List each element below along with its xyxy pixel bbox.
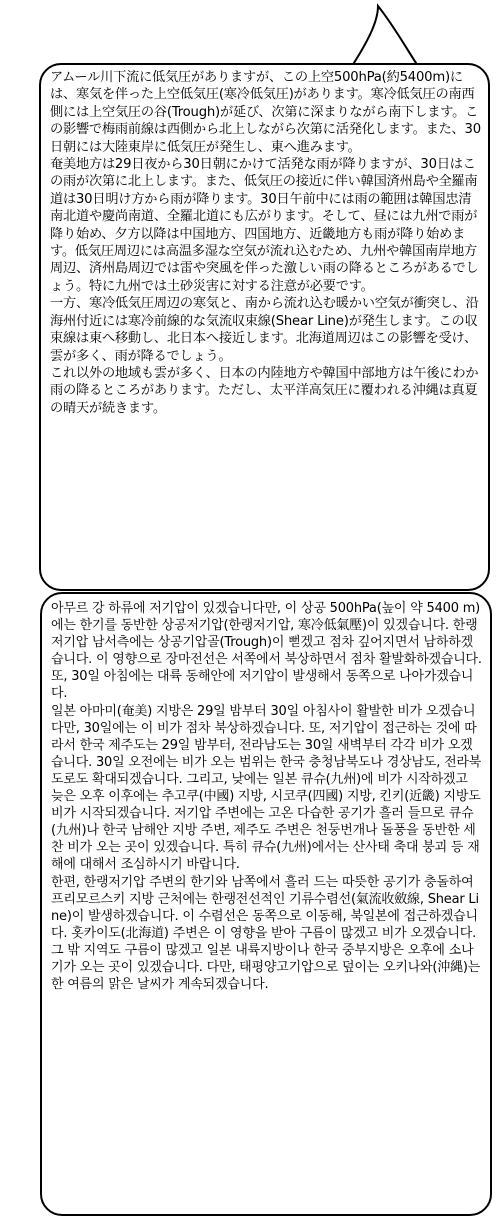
korean-paragraph-3: 한편, 한랭저기압 주변의 한기와 남쪽에서 흘러 드는 따뜻한 공기가 충돌하여 프리모르스키 지방 근처에는 한랭전선적인 기류수렴선(氣流收斂線, Shear Line)이 발생하겠습니다. 이 수렴선은 동쪽으로 이동해, 북일본에 접근하겠습니다. 홋카이도(北海道) 주변은 이 영향을 받아 구름이 많겠고 비가 오겠습니다. — [51, 874, 479, 941]
korean-forecast-text — [51, 600, 483, 993]
korean-paragraph-4: 그 밖 지역도 구름이 많겠고 일본 내륙지방이나 한국 중부지방은 오후에 소나기가 오는 곳이 있겠습니다. 다만, 태평양고기압으로 덮이는 오키나와(沖縄)는 한 여름의 맑은 날씨가 계속되겠습니다. — [51, 942, 481, 993]
japanese-forecast-text — [50, 69, 482, 417]
japanese-paragraph-2: 奄美地方は29日夜から30日朝にかけて活発な雨が降りますが、30日はこの雨が次第に北上します。また、低気圧の接近に伴い韓国済州島や全羅南道は30日明け方から雨が降ります。30日午前中には雨の範囲は韓国忠清南北道や慶尚南道、全羅北道にも広がります。そして、昼には九州で雨が降り始め、夕方以降は中国地方、四国地方、近畿地方も雨が降り始めます。低気圧周辺には高温多湿な空気が流れ込むため、九州や韓国南岸地方周辺、済州島周辺では雷や突風を伴った激しい雨の降るところがあるでしょう。特に九州では土砂災害に対する注意が必要です。 — [50, 157, 479, 294]
korean-paragraph-1: 아무르 강 하류에 저기압이 있겠습니다만, 이 상공 500hPa(높이 약 5400 m)에는 한기를 동반한 상공저기압(한랭저기압, 寒冷低氣壓)이 있겠습니다. 한랭저기압 남서측에는 상공기압골(Trough)이 뻗겠고 점차 깊어지면서 남하하겠습니다. 이 영향으로 장마전선은 서쪽에서 북상하면서 점차 활발화하겠습니다. 또, 30일 아침에는 대륙 동해안에 저기압이 발생해서 동쪽으로 나아가겠습니다. — [51, 601, 482, 702]
japanese-paragraph-4: これ以外の地域も雲が多く、日本の内陸地方や韓国中部地方は午後にわか雨の降るところがあります。ただし、太平洋高気圧に覆われる沖縄は真夏の晴天が続きます。 — [50, 365, 479, 416]
japanese-paragraph-3: 一方、寒冷低気圧周辺の寒気と、南から流れ込む暖かい空気が衝突し、沿海州付近には寒冷前線的な気流収束線(Shear Line)が発生します。この収束線は東へ移動し、北日本へ接近します。北海道周辺はこの影響を受け、雲が多く、雨が降るでしょう。 — [50, 296, 479, 364]
japanese-paragraph-1: アムール川下流に低気圧がありますが、この上空500hPa(約5400m)には、寒気を伴った上空低気圧(寒冷低気圧)があります。寒冷低気圧の南西側には上空気圧の谷(Trough)が延び、次第に深まりながら南下します。この影響で梅雨前線は西側から北上しながら次第に活発化します。また、30日朝には大陸東岸に低気圧が発生し、東へ進みます。 — [50, 70, 481, 155]
korean-paragraph-2: 일본 아마미(奄美) 지방은 29일 밤부터 30일 아침사이 활발한 비가 오겠습니다만, 30일에는 이 비가 점차 북상하겠습니다. 또, 저기압이 접근하는 것에 따라서 한국 제주도는 29일 밤부터, 전라남도는 30일 새벽부터 각각 비가 오겠습니다. 30일 오전에는 비가 오는 범위는 한국 충청남북도나 경상남도, 전라북도로도 확대되겠습니다. 그리고, 낮에는 일본 큐슈(九州)에 비가 시작하겠고 늦은 오후 이후에는 추고쿠(中國) 지방, 시코쿠(四國) 지방, 킨키(近畿) 지방도 비가 시작되겠습니다. 저기압 주변에는 고온 다습한 공기가 흘러 들므로 큐슈(九州)나 한국 남해안 지방 주변, 제주도 주변은 천둥번개나 돌풍을 동반한 세찬 비가 오는 곳이 있겠습니다. 특히 큐슈(九州)에서는 산사태 축대 붕괴 등 재해에 대해서 조심하시기 바랍니다. — [51, 703, 482, 873]
